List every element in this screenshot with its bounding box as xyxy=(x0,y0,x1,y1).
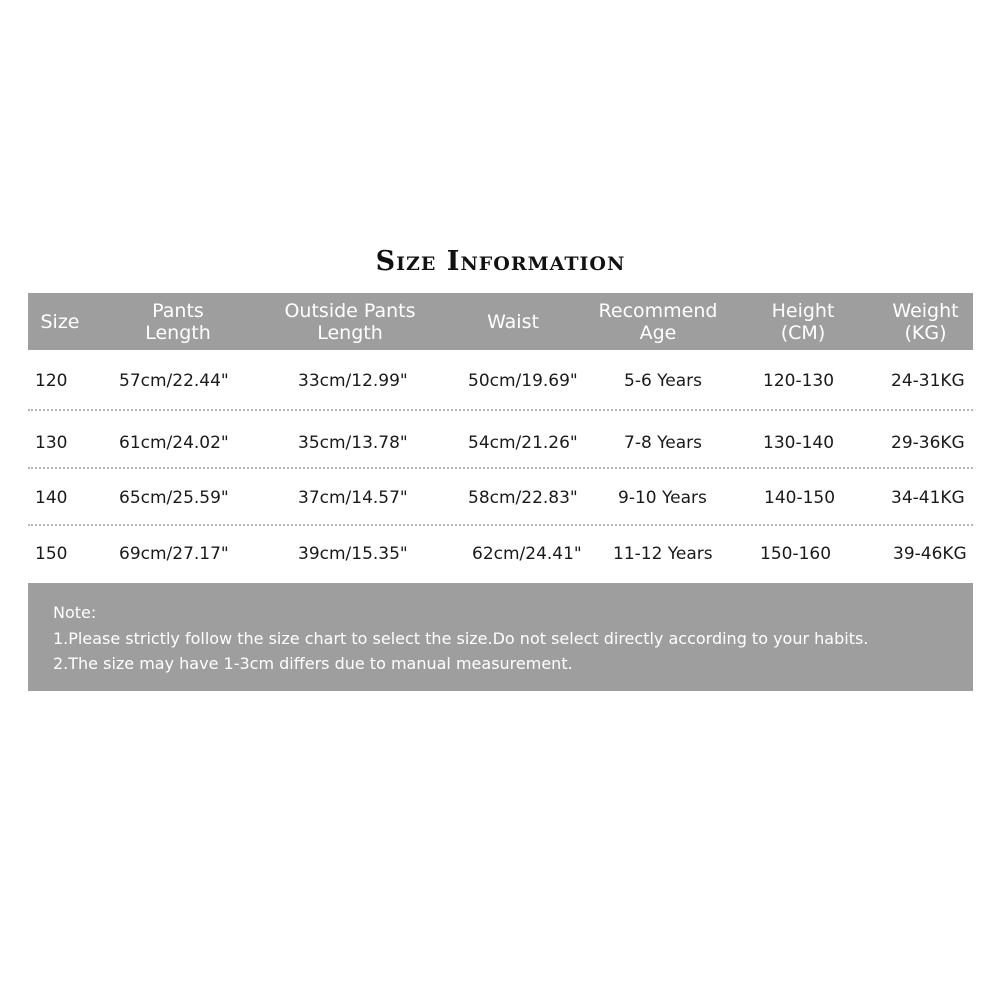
cell-pants-length: 65cm/25.59" xyxy=(119,487,229,508)
table-row xyxy=(28,414,973,471)
cell-recommend-age: 9-10 Years xyxy=(618,487,707,508)
cell-waist: 58cm/22.83" xyxy=(468,487,578,508)
cell-height: 140-150 xyxy=(764,487,836,508)
cell-outside-pants-length: 39cm/15.35" xyxy=(298,543,408,564)
row-divider xyxy=(28,409,973,411)
cell-size: 140 xyxy=(35,487,68,508)
cell-weight: 24-31KG xyxy=(891,370,965,391)
cell-height: 130-140 xyxy=(763,432,835,453)
cell-pants-length: 61cm/24.02" xyxy=(119,432,229,453)
cell-outside-pants-length: 33cm/12.99" xyxy=(298,370,408,391)
column-header-waist: Waist xyxy=(487,310,539,333)
column-header-recommend-age: Recommend Age xyxy=(598,299,718,344)
cell-height: 150-160 xyxy=(760,543,832,564)
cell-size: 130 xyxy=(35,432,68,453)
column-header-outside-pants-length: Outside Pants Length xyxy=(284,299,416,344)
cell-recommend-age: 7-8 Years xyxy=(624,432,703,453)
table-row xyxy=(28,469,973,526)
cell-height: 120-130 xyxy=(763,370,835,391)
note-line: 1.Please strictly follow the size chart to select the size.Do not select directly according to your habits. xyxy=(53,628,869,648)
cell-recommend-age: 11-12 Years xyxy=(613,543,713,564)
table-row xyxy=(28,352,973,409)
cell-pants-length: 69cm/27.17" xyxy=(119,543,229,564)
cell-waist: 50cm/19.69" xyxy=(468,370,578,391)
cell-waist: 62cm/24.41" xyxy=(472,543,582,564)
column-header-weight: Weight (KG) xyxy=(892,299,959,344)
cell-waist: 54cm/21.26" xyxy=(468,432,578,453)
cell-outside-pants-length: 35cm/13.78" xyxy=(298,432,408,453)
cell-weight: 39-46KG xyxy=(893,543,967,564)
cell-pants-length: 57cm/22.44" xyxy=(119,370,229,391)
cell-size: 120 xyxy=(35,370,68,391)
note-line: 2.The size may have 1-3cm differs due to manual measurement. xyxy=(53,654,573,673)
column-header-pants-length: Pants Length xyxy=(145,299,211,344)
page-title: Size Information xyxy=(375,246,626,277)
cell-size: 150 xyxy=(35,543,68,564)
table-header xyxy=(28,293,973,350)
column-header-size: Size xyxy=(40,310,80,333)
cell-weight: 29-36KG xyxy=(891,432,965,453)
note-box xyxy=(28,583,973,691)
cell-weight: 34-41KG xyxy=(891,487,965,508)
cell-outside-pants-length: 37cm/14.57" xyxy=(298,487,408,508)
note-heading: Note: xyxy=(53,603,97,622)
column-header-height: Height (CM) xyxy=(771,299,835,344)
cell-recommend-age: 5-6 Years xyxy=(624,370,703,391)
table-row xyxy=(28,525,973,582)
